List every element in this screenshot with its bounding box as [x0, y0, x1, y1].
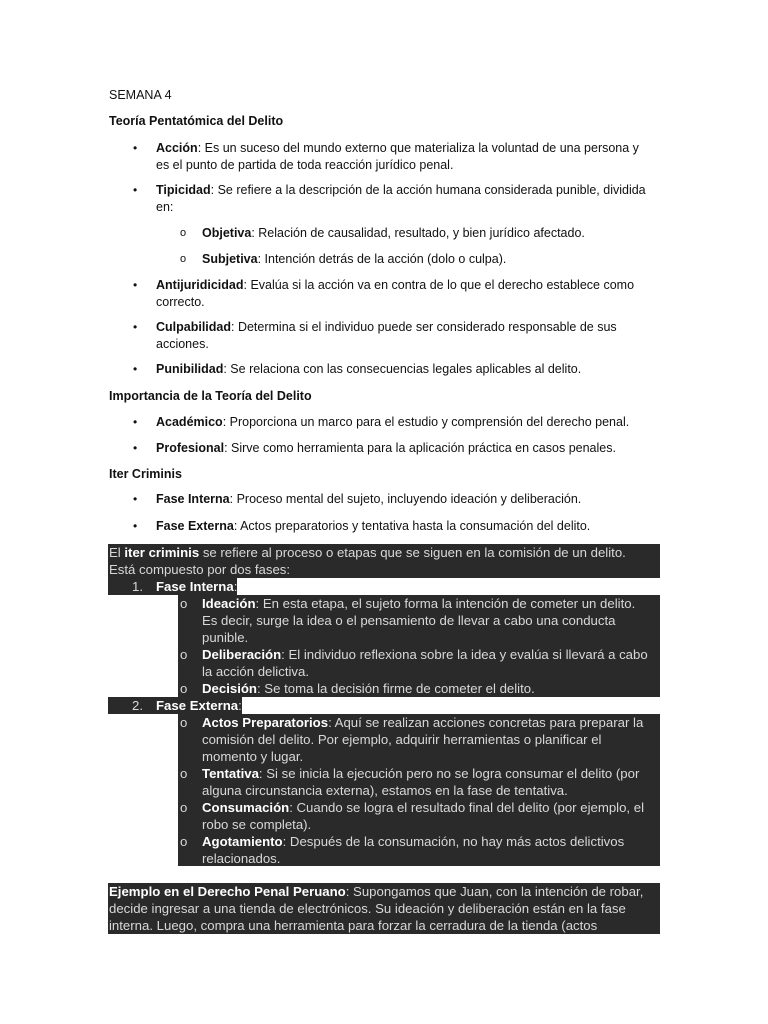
intro-line [109, 544, 626, 561]
term: Fase Interna [156, 492, 230, 506]
example-line-1 [109, 883, 643, 900]
phase-item-term: Tentativa [202, 766, 259, 781]
bullet-icon: • [133, 362, 138, 376]
phase-item-term: Actos Preparatorios [202, 715, 329, 730]
phase-item-text: : Cuando se logra el resultado final del delito (por ejemplo, el [289, 800, 645, 815]
bullet-icon: • [133, 183, 138, 197]
list-item [133, 414, 666, 431]
heading-teoria: Teoría Pentatómica del Delito [109, 114, 284, 128]
item-text: : Relación de causalidad, resultado, y bien jurídico afectado. [251, 226, 585, 240]
phase-item-cont [202, 612, 615, 629]
circle-bullet-icon: o [180, 681, 188, 696]
item-text-cont: correcto. [156, 294, 205, 309]
phase-item-text: : Se toma la decisión firme de cometer el delito. [256, 681, 535, 696]
term: Tipicidad [156, 183, 211, 197]
heading-importancia: Importancia de la Teoría del Delito [109, 389, 312, 403]
item-text: : Evalúa si la acción va en contra de lo que el derecho establece como [243, 278, 635, 292]
phase1-colon: : [233, 579, 238, 594]
item-text-cont: acciones. [156, 336, 209, 351]
phase-item-cont [202, 816, 311, 833]
phase-item-text: : El individuo reflexiona sobre la idea y evalúa si llevará a cabo [281, 647, 648, 662]
phase1-number: 1. [132, 579, 143, 594]
item-text: : Intención detrás de la acción (dolo o culpa). [257, 252, 507, 266]
term: Fase Externa [156, 519, 234, 533]
phase1-title [156, 578, 237, 595]
item-text: : Proceso mental del sujeto, incluyendo ideación y deliberación. [229, 492, 582, 506]
bullet-icon: • [133, 441, 138, 455]
item-text: : Es un suceso del mundo externo que materializa la voluntad de una persona y [197, 141, 639, 155]
list-item [133, 277, 666, 310]
term: Profesional [156, 441, 225, 455]
sub-list-item [180, 225, 662, 242]
bullet-icon: • [133, 415, 138, 429]
list-item [133, 319, 666, 352]
phase1-term: Fase Interna [156, 579, 234, 594]
phase-item-text: alguna circunstancia externa), estamos en la fase de tentativa. [202, 783, 568, 798]
term: Académico [156, 415, 223, 429]
intro-line-2: Está compuesto por dos fases: [109, 562, 291, 577]
phase-item [202, 595, 635, 612]
list-item [133, 182, 666, 215]
phase-item-text: momento y lugar. [202, 749, 304, 764]
intro-post: se refiere al proceso o etapas que se siguen en la comisión de un delito. [199, 545, 626, 560]
bullet-icon: • [133, 320, 138, 334]
list-item [133, 140, 666, 173]
example-text: : Supongamos que Juan, con la intención de robar, [345, 884, 644, 899]
phase-item-term: Agotamiento [202, 834, 283, 849]
phase-item-text: la acción delictiva. [202, 664, 310, 679]
phase-item-term: Deliberación [202, 647, 282, 662]
list-item [133, 440, 666, 457]
heading-iter: Iter Criminis [109, 467, 182, 481]
list-item [133, 491, 666, 508]
term: Punibilidad [156, 362, 224, 376]
phase-item-text: relacionados. [202, 851, 281, 866]
phase-item-cont [202, 629, 248, 646]
phase-item-term: Ideación [202, 596, 256, 611]
phase-item-cont [202, 850, 280, 867]
item-text-cont: es el punto de partida de toda reacción jurídico penal. [156, 157, 454, 172]
list-item [133, 518, 666, 535]
sub-list-item [180, 251, 662, 268]
bullet-icon: • [133, 492, 138, 506]
circle-bullet-icon: o [180, 715, 188, 730]
item-text: : Determina si el individuo puede ser considerado responsable de sus [231, 320, 617, 334]
circle-bullet-icon: o [180, 647, 188, 662]
example-term: Ejemplo en el Derecho Penal Peruano [109, 884, 346, 899]
term: Acción [156, 141, 198, 155]
example-line-2: decide ingresar a una tienda de electrónicos. Su ideación y deliberación están en la fase [109, 901, 626, 916]
phase-item-text: : En esta etapa, el sujeto forma la intención de cometer un delito. [255, 596, 636, 611]
phase-item-text: robo se completa). [202, 817, 312, 832]
term: Objetiva [202, 226, 252, 240]
bullet-icon: • [133, 519, 138, 533]
phase-item-term: Consumación [202, 800, 290, 815]
circle-bullet-icon: o [180, 596, 188, 611]
item-text: : Actos preparatorios y tentativa hasta la consumación del delito. [233, 519, 591, 533]
item-text-cont: en: [156, 199, 174, 214]
phase-item [202, 833, 624, 850]
example-line-3: interna. Luego, compra una herramienta para forzar la cerradura de la tienda (actos [109, 918, 598, 933]
intro-pre: El [109, 545, 125, 560]
item-text: : Sirve como herramienta para la aplicación práctica en casos penales. [224, 441, 616, 455]
phase-item-cont [202, 731, 601, 748]
item-text: : Se relaciona con las consecuencias legales aplicables al delito. [223, 362, 582, 376]
phase-item [202, 680, 535, 697]
phase-item-cont [202, 782, 568, 799]
phase2-colon: : [238, 698, 242, 713]
week-label: SEMANA 4 [109, 88, 172, 102]
phase-item [202, 714, 643, 731]
phase-item-text: : Aquí se realizan acciones concretas para preparar la [328, 715, 644, 730]
phase-item-cont [202, 663, 309, 680]
phase-item-text: Es decir, surge la idea o el pensamiento de llevar a cabo una conducta [202, 613, 616, 628]
phase-item [202, 765, 639, 782]
phase-item-text: : Después de la consumación, no hay más actos delictivos [282, 834, 625, 849]
phase2-title [156, 697, 242, 714]
phase-item-text: comisión del delito. Por ejemplo, adquirir herramientas o planificar el [202, 732, 602, 747]
circle-bullet-icon: o [180, 227, 187, 239]
term: Culpabilidad [156, 320, 231, 334]
phase-item-text: : Si se inicia la ejecución pero no se logra consumar el delito (por [258, 766, 640, 781]
bullet-icon: • [133, 141, 138, 155]
item-text: : Se refiere a la descripción de la acción humana considerada punible, dividida [210, 183, 646, 197]
bullet-icon: • [133, 278, 138, 292]
phase2-number: 2. [132, 698, 143, 713]
phase-item [202, 646, 648, 663]
circle-bullet-icon: o [180, 766, 188, 781]
list-item [133, 361, 666, 378]
circle-bullet-icon: o [180, 253, 187, 265]
item-text: : Proporciona un marco para el estudio y comprensión del derecho penal. [222, 415, 630, 429]
term: Subjetiva [202, 252, 258, 266]
phase-item-text: punible. [202, 630, 249, 645]
circle-bullet-icon: o [180, 800, 188, 815]
phase2-term: Fase Externa [156, 698, 239, 713]
intro-term: iter criminis [124, 545, 200, 560]
phase-item-cont [202, 748, 303, 765]
circle-bullet-icon: o [180, 834, 188, 849]
phase-item [202, 799, 644, 816]
term: Antijuridicidad [156, 278, 244, 292]
phase-item-term: Decisión [202, 681, 257, 696]
